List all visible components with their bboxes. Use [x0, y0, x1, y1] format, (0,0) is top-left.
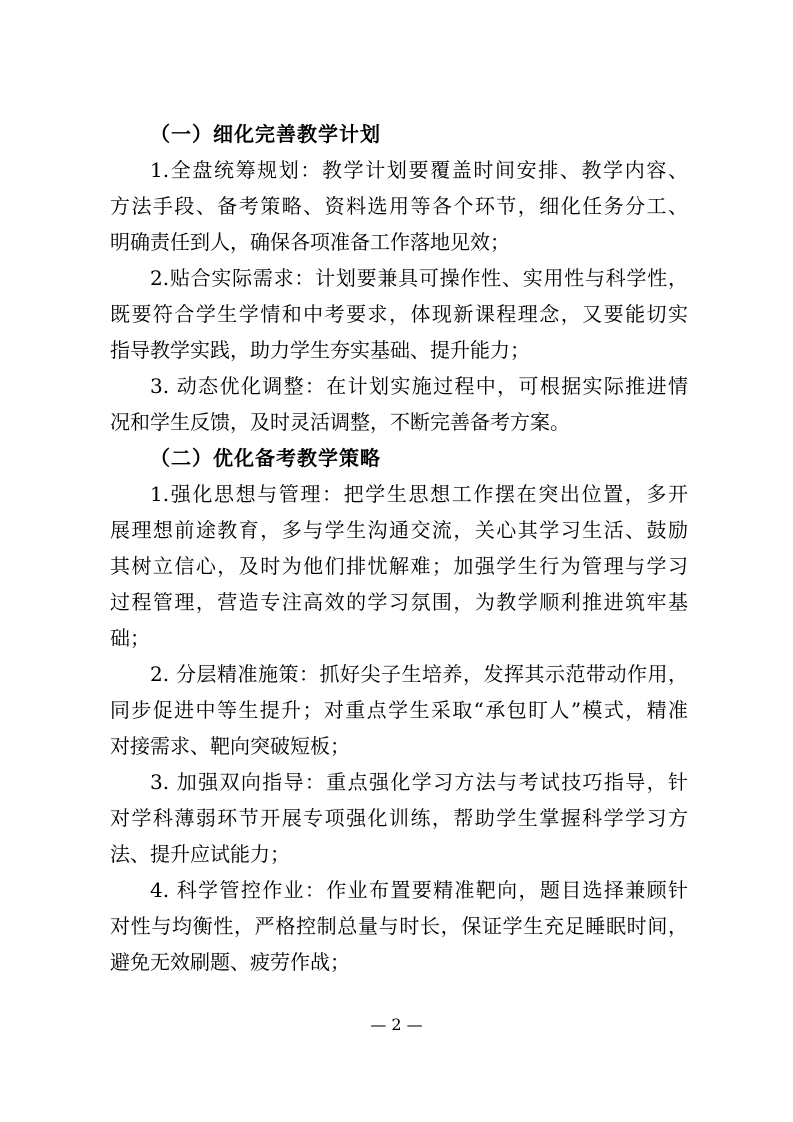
paragraph-line: 对性与均衡性，严格控制总量与时长，保证学生充足睡眠时间， [110, 914, 688, 938]
section-heading: （二）优化备考教学策略 [150, 446, 381, 470]
paragraph-line: 同步促进中等生提升；对重点学生采取“承包盯人”模式，精准 [110, 698, 688, 722]
paragraph-line: 2.贴合实际需求：计划要兼具可操作性、实用性与科学性， [150, 266, 688, 290]
paragraph-line: 既要符合学生学情和中考要求，体现新课程理念，又要能切实 [110, 302, 688, 326]
paragraph [110, 656, 688, 764]
paragraph-line: 方法手段、备考策略、资料选用等各个环节，细化任务分工、 [110, 194, 688, 218]
paragraph-line: 3. 动态优化调整：在计划实施过程中，可根据实际推进情 [150, 374, 688, 398]
paragraph-line: 过程管理，营造专注高效的学习氛围，为教学顺利推进筑牢基 [110, 590, 688, 614]
paragraph-line: 法、提升应试能力； [110, 842, 290, 866]
paragraph-line: 对接需求、靶向突破短板； [110, 734, 350, 758]
paragraph [110, 476, 688, 656]
paragraph-line: 展理想前途教育，多与学生沟通交流，关心其学习生活、鼓励 [110, 518, 688, 542]
paragraph-line: 1.强化思想与管理：把学生思想工作摆在突出位置，多开 [150, 482, 688, 506]
paragraph-line: 3. 加强双向指导：重点强化学习方法与考试技巧指导，针 [150, 770, 688, 794]
paragraph [110, 152, 688, 260]
paragraph [110, 764, 688, 872]
paragraph-line: 1.全盘统筹规划：教学计划要覆盖时间安排、教学内容、 [150, 158, 688, 182]
paragraph [110, 260, 688, 368]
document-body [110, 116, 688, 980]
page-number: — 2 — [370, 1015, 423, 1034]
paragraph-line: 其树立信心，及时为他们排忧解难；加强学生行为管理与学习 [110, 554, 688, 578]
paragraph-line: 避免无效刷题、疲劳作战； [110, 950, 350, 974]
paragraph-line: 明确责任到人，确保各项准备工作落地见效； [110, 230, 510, 254]
paragraph [110, 872, 688, 980]
paragraph-line: 对学科薄弱环节开展专项强化训练，帮助学生掌握科学学习方 [110, 806, 688, 830]
paragraph [110, 368, 688, 440]
paragraph-line: 础； [110, 626, 150, 650]
paragraph-line: 2. 分层精准施策：抓好尖子生培养，发挥其示范带动作用， [150, 662, 688, 686]
paragraph-line: 4. 科学管控作业：作业布置要精准靶向，题目选择兼顾针 [150, 878, 688, 902]
paragraph-line: 况和学生反馈，及时灵活调整，不断完善备考方案。 [110, 410, 570, 434]
paragraph-line: 指导教学实践，助力学生夯实基础、提升能力； [110, 338, 530, 362]
section-heading: （一）细化完善教学计划 [150, 122, 381, 146]
